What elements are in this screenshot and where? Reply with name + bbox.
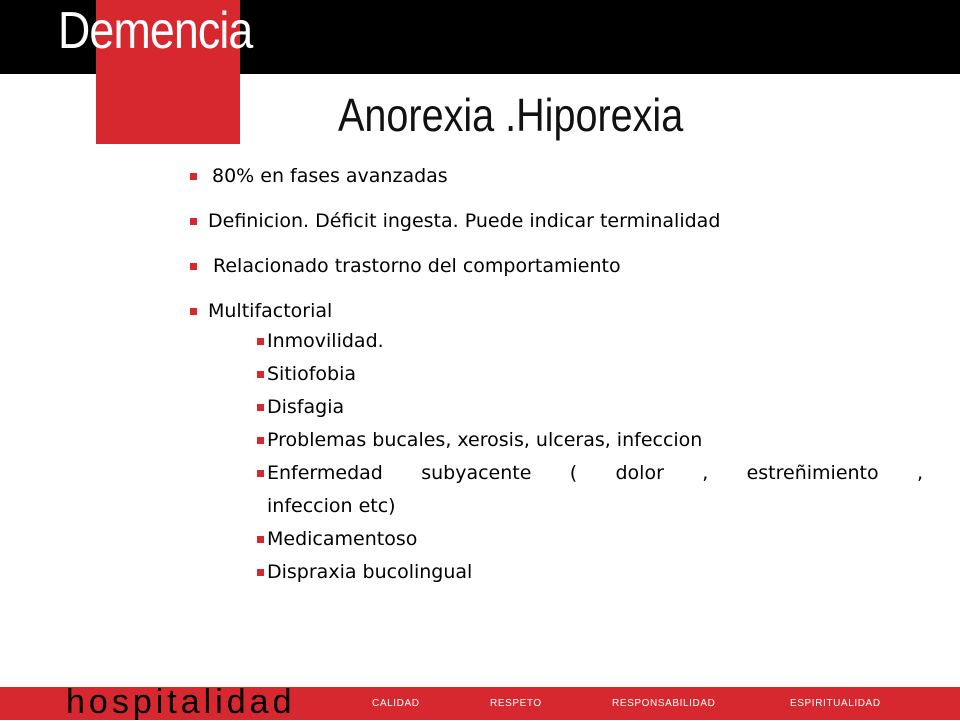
slide-content — [188, 162, 923, 589]
bullet-text: Definicion. Déficit ingesta. Puede indicar terminalidad — [208, 210, 721, 232]
footer-bar — [0, 683, 960, 721]
sub-bullet-list — [208, 325, 923, 589]
square-bullet-icon — [257, 371, 264, 378]
square-bullet-icon — [257, 404, 264, 411]
slide-title: Anorexia .Hiporexia — [338, 89, 684, 141]
bullet-item — [188, 297, 923, 589]
square-bullet-icon — [257, 569, 264, 576]
sub-bullet-text: Problemas bucales, xerosis, ulceras, infeccion — [267, 429, 703, 451]
brand-title: Demencia — [58, 2, 253, 60]
sub-bullet-text-line2: infeccion etc) — [267, 495, 396, 517]
sub-bullet-text: Disfagia — [267, 396, 345, 418]
sub-bullet-text: Sitiofobia — [267, 363, 356, 385]
square-bullet-icon — [190, 173, 197, 180]
sub-bullet-item — [208, 391, 923, 424]
sub-bullet-text: Inmovilidad. — [267, 330, 384, 352]
sub-bullet-text: Dispraxia bucolingual — [267, 561, 473, 583]
square-bullet-icon — [190, 263, 197, 270]
square-bullet-icon — [257, 338, 264, 345]
bullet-list — [188, 162, 923, 589]
bullet-item — [188, 252, 923, 280]
sub-bullet-item — [208, 325, 923, 358]
footer-value-calidad: CALIDAD — [372, 698, 420, 709]
square-bullet-icon — [190, 308, 197, 315]
sub-bullet-item — [208, 556, 923, 589]
square-bullet-icon — [257, 536, 264, 543]
sub-bullet-item — [208, 523, 923, 556]
bullet-item — [188, 207, 923, 235]
bullet-text: 80% en fases avanzadas — [212, 165, 448, 187]
footer-value-responsabilidad: RESPONSABILIDAD — [612, 698, 716, 709]
footer-brand-logo: hospitalidad — [66, 683, 296, 721]
square-bullet-icon — [257, 470, 264, 477]
sub-bullet-item — [208, 358, 923, 391]
sub-bullet-item — [208, 424, 923, 457]
sub-bullet-item — [208, 457, 923, 523]
bullet-text: Multifactorial — [208, 300, 333, 322]
sub-bullet-text: Medicamentoso — [267, 528, 418, 550]
square-bullet-icon — [190, 218, 197, 225]
bullet-text: Relacionado trastorno del comportamiento — [213, 255, 621, 277]
bullet-item — [188, 162, 923, 190]
footer-value-respeto: RESPETO — [490, 698, 542, 709]
square-bullet-icon — [257, 437, 264, 444]
sub-bullet-text-line1: Enfermedad subyacente ( dolor , estreñimiento , — [267, 462, 923, 484]
footer-value-espiritualidad: ESPIRITUALIDAD — [790, 698, 881, 709]
